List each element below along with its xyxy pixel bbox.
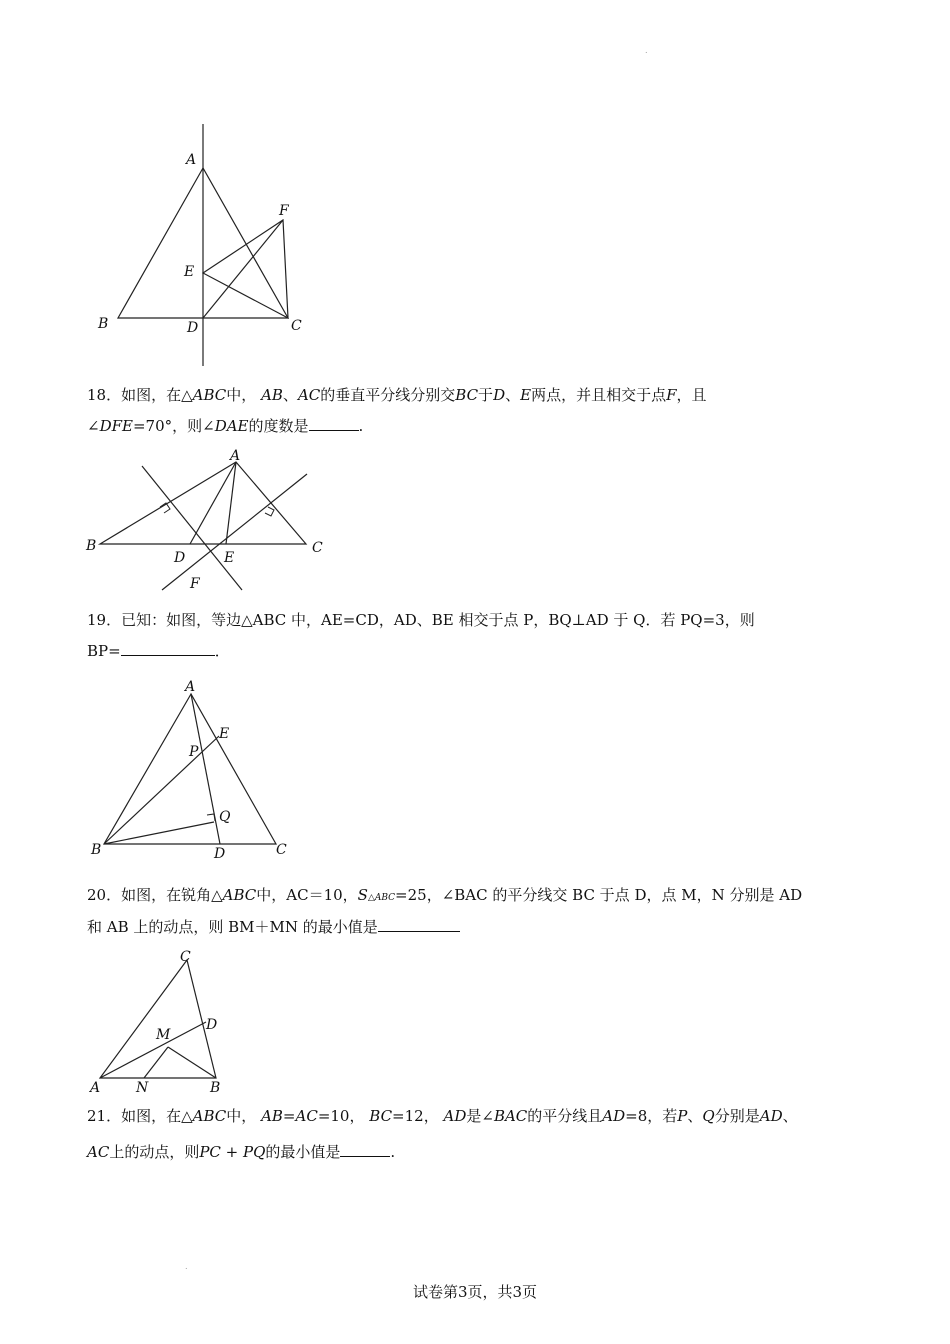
- question-18: 18．如图，在△ABC中， AB、AC的垂直平分线分别交BC于D、E两点，并且相交于点F，且: [87, 386, 707, 404]
- segment-be: [104, 736, 219, 844]
- label-e: E: [184, 264, 195, 280]
- label-m: M: [156, 1027, 171, 1043]
- label-e: E: [219, 726, 230, 742]
- label-b: B: [98, 316, 109, 332]
- answer-blank[interactable]: [340, 1142, 390, 1157]
- label-a: A: [230, 448, 241, 464]
- corner-dot: .: [645, 46, 648, 55]
- question-21-line2: AC上的动点，则PC + PQ的最小值是 .: [87, 1143, 396, 1161]
- perp-bisector-ab: [142, 466, 242, 590]
- label-d: D: [214, 846, 226, 862]
- label-c: C: [312, 540, 323, 556]
- right-angle-mark: [207, 814, 215, 821]
- label-a: A: [185, 679, 196, 695]
- figure-18: [82, 444, 342, 594]
- label-e: E: [224, 550, 235, 566]
- segment-ad: [100, 1022, 206, 1078]
- question-19-line2: BP= ．: [87, 642, 230, 660]
- segment-df: [203, 220, 283, 318]
- figure-17: [90, 118, 330, 370]
- corner-dot: .: [185, 1262, 188, 1271]
- segment-mn: [144, 1047, 168, 1078]
- label-d: D: [206, 1017, 218, 1033]
- answer-blank[interactable]: [378, 917, 460, 932]
- figure-20: [86, 944, 246, 1096]
- label-c: C: [291, 318, 302, 334]
- perp-bisector-ac: [162, 474, 307, 590]
- label-d: D: [174, 550, 186, 566]
- label-b: B: [86, 538, 97, 554]
- label-p: P: [189, 744, 199, 760]
- question-21: 21．如图，在△ABC中， AB=AC=10， BC=12， AD是∠BAC的平分线且AD=8，若P、Q分别是AD、: [87, 1107, 798, 1125]
- triangle-abc: [100, 462, 306, 544]
- segment-ad: [190, 462, 236, 544]
- answer-blank[interactable]: [121, 641, 215, 656]
- right-angle-mark: [265, 507, 274, 516]
- label-f: F: [190, 576, 200, 592]
- label-c: C: [276, 842, 287, 858]
- label-a: A: [90, 1080, 101, 1096]
- triangle-abc: [104, 694, 276, 844]
- answer-blank[interactable]: [309, 416, 359, 431]
- question-20-line2: 和 AB 上的动点，则 BM＋MN 的最小值是: [87, 912, 887, 943]
- segment-bq: [104, 822, 214, 844]
- question-19: 19．已知：如图，等边△ABC 中，AE=CD，AD、BE 相交于点 P，BQ⊥AD 于 Q．若 PQ=3，则: [87, 611, 755, 629]
- label-b: B: [210, 1080, 221, 1096]
- label-f: F: [279, 203, 289, 219]
- label-q: Q: [219, 809, 231, 825]
- segment-bm: [168, 1047, 216, 1078]
- question-18-line2: ∠DFE=70°，则∠DAE的度数是 .: [87, 417, 364, 435]
- label-n: N: [136, 1080, 149, 1096]
- question-20: 20．如图，在锐角△ABC中，AC＝10，S△ABC=25，∠BAC 的平分线交 BC 于点 D，点 M，N 分别是 AD: [87, 886, 803, 904]
- page-footer: 试卷第3页，共3页: [412, 1283, 538, 1301]
- label-c: C: [180, 949, 191, 965]
- figure-19: [86, 676, 306, 862]
- segment-ad: [191, 694, 220, 844]
- label-d: D: [187, 320, 199, 336]
- label-b: B: [91, 842, 102, 858]
- label-a: A: [186, 152, 197, 168]
